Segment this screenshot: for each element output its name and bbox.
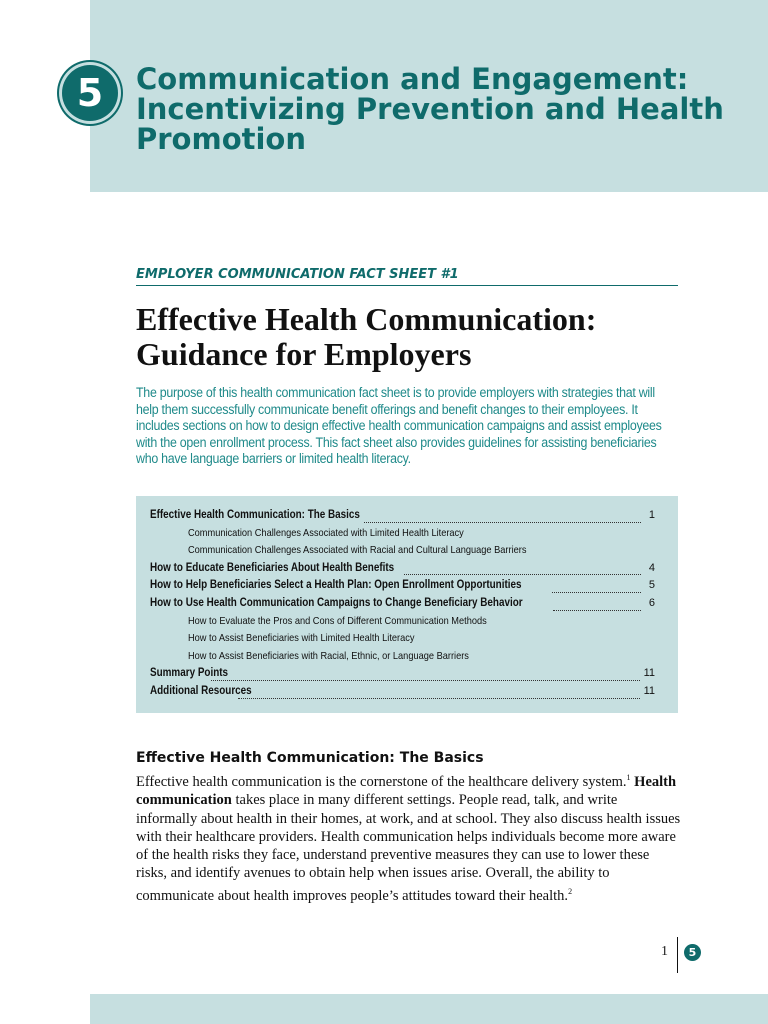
toc-leader-dots [211,680,640,681]
toc-entry[interactable] [150,509,655,527]
chapter-title: Communication and Engagement: Incentivizing Prevention and Health Promotion [136,62,724,156]
toc-entry-label: How to Evaluate the Pros and Cons of Different Communication Methods [188,614,487,627]
toc-page-number: 5 [648,579,655,592]
body-text-rest: takes place in many different settings. People read, talk, and write informally about health in their homes, at work, and at school. They also discuss health issues with their healthcare providers. Health communication helps individuals become more aware of the health risks they face, understand preventive measures they can use to lower these risks, and identify avenues to obtain help when issues arise. Overall, the ability to communicate about health improves people’s attitudes toward their health. [136,792,681,904]
section-heading: Effective Health Communication: The Basics [136,750,484,766]
toc-entry-label: Communication Challenges Associated with Limited Health Literacy [188,526,464,539]
toc-subentry[interactable] [150,632,655,650]
toc-page-number: 11 [643,684,655,697]
toc-entry-label: Additional Resources [150,684,252,697]
page-title-line1: Effective Health Communication: [136,301,597,337]
page-number: 1 [661,944,668,959]
section-body-paragraph [136,769,681,905]
toc-entry-label: How to Help Beneficiaries Select a Health Plan: Open Enrollment Opportunities [150,579,522,592]
toc-entry-label: Summary Points [150,667,229,680]
page-title [136,302,696,372]
footer-chapter-badge [684,944,701,961]
toc-subentry[interactable] [150,544,655,562]
page-number-divider [677,937,678,973]
toc-entry[interactable] [150,667,655,685]
toc-entry[interactable] [150,597,655,615]
intro-paragraph: The purpose of this health communication fact sheet is to provide employers with strategies that will help them successfully communicate benefit offerings and benefit changes to their employees. It includes sections on how to design effective health communication campaigns and assist employees with the open enrollment process. This fact sheet also provides guidelines for assisting beneficiaries who have language barriers or limited health literacy. [136,385,662,466]
toc-entry-label: Effective Health Communication: The Basics [150,509,360,521]
toc-leader-dots [364,522,641,523]
toc-entry-label: Communication Challenges Associated with Racial and Cultural Language Barriers [188,544,527,557]
health-communication-term: Health communication [136,774,677,809]
toc-subentry[interactable] [150,527,655,545]
toc-leader-dots [552,592,641,593]
toc-subentry[interactable] [150,650,655,668]
fact-sheet-label: EMPLOYER COMMUNICATION FACT SHEET #1 [136,267,678,286]
toc-leader-dots [404,574,641,575]
toc-entry-label: How to Assist Beneficiaries with Limited Health Literacy [188,632,415,645]
toc-page-number: 4 [648,561,655,574]
toc-leader-dots [553,610,641,611]
body-text-start: Effective health communication is the cornerstone of the healthcare delivery system. [136,774,627,790]
toc-page-number: 1 [648,509,655,521]
footnote-ref-2[interactable]: 2 [568,886,573,896]
footer-band [90,994,768,1024]
toc-entry[interactable] [150,562,655,580]
toc-entry[interactable] [150,579,655,597]
toc-page-number: 11 [643,667,655,680]
toc-entry[interactable] [150,685,655,703]
table-of-contents [136,496,678,713]
toc-leader-dots [238,698,639,699]
page-title-line2: Guidance for Employers [136,336,472,372]
toc-entry-label: How to Assist Beneficiaries with Racial, Ethnic, or Language Barriers [188,649,469,662]
chapter-number-badge [62,65,118,121]
toc-page-number: 6 [648,596,655,609]
toc-entry-label: How to Use Health Communication Campaigns to Change Beneficiary Behavior [150,596,523,609]
chapter-number: 5 [76,71,104,115]
footnote-ref-1[interactable]: 1 [626,773,631,782]
footer-chapter-number: 5 [688,946,697,959]
toc-subentry[interactable] [150,615,655,633]
toc-entry-label: How to Educate Beneficiaries About Health Benefits [150,561,395,574]
